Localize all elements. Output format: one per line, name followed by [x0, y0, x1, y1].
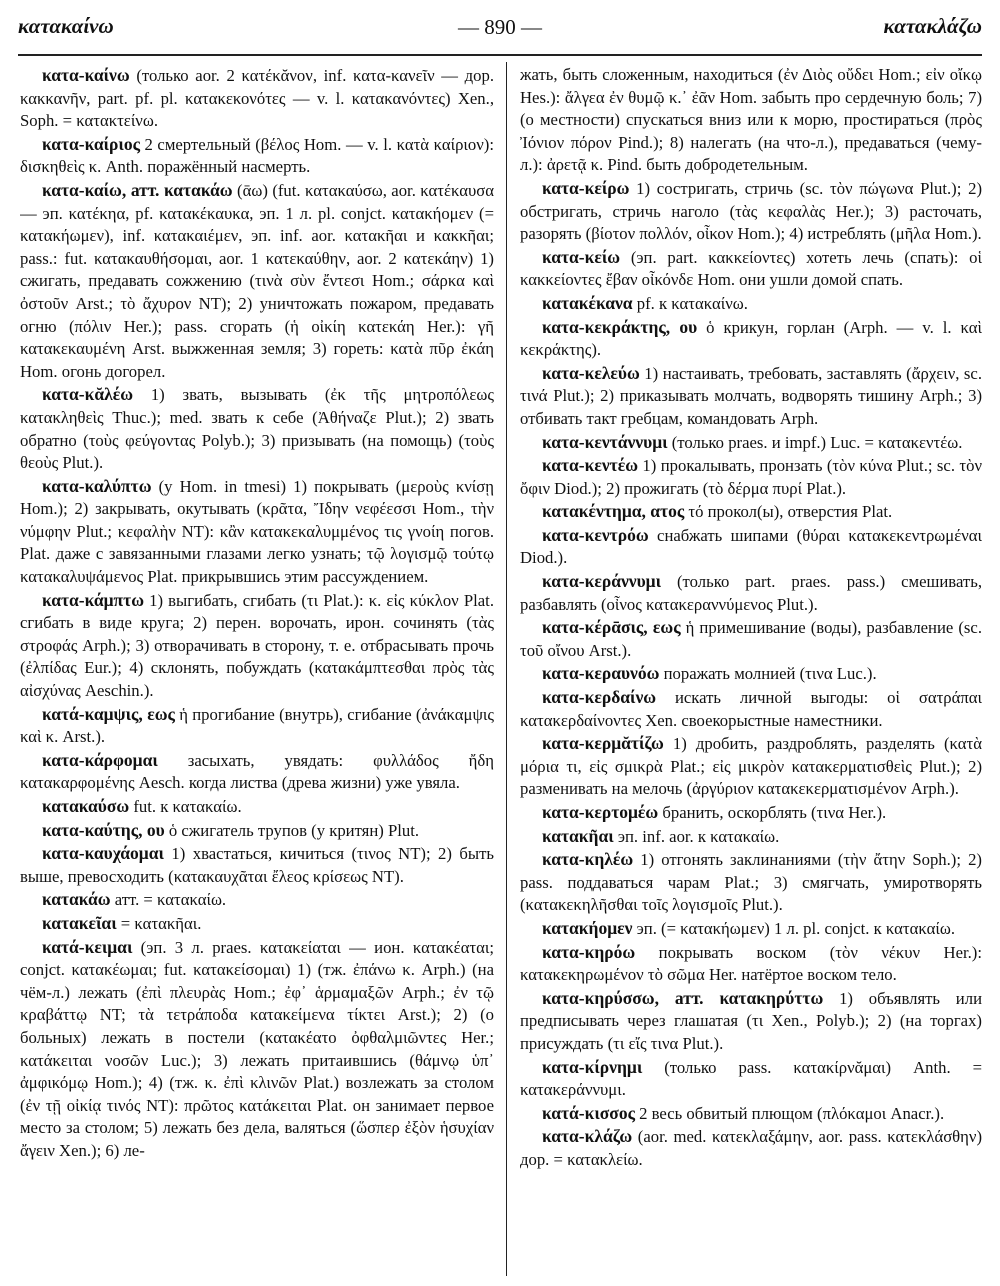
- entry-text: (ᾱω) (fut. κατακαύσω, aor. κατέκαυσα — эп. κατέκηα, pf. κατακέκαυκα, эп. 1 л. pl. conjct. κατακήομεν (= κατακήωμεν), inf. κατακαιέμεν, эп. inf. aor. κατακῆαι и κακκῆαι; pass.: fut. κατακαυθήσομαι, aor. 1 κατεκαύθην, aor. 2 κατεκάην) 1) сжигать, предавать сожжению (τινὰ σὺν ἔντεσι Hom.; σάρκα καὶ ὀστοῦν Arst.; τὸ ἄχυρον NT); 2) уничтожать пожаром, предавать огню (πόλιν Her.); pass. сгорать (ἡ οἰκίη κατεκάη Her.): γῆ κατακεκαυμένη Arst. выжженная земля; 3) гореть: κατὰ πῦρ ἐκάη Hom. огонь догорел.: [20, 180, 494, 381]
- entry-lemma: κατα-κίρνημι: [542, 1056, 643, 1077]
- entry-text: 1) настаивать, требовать, заставлять (ἄρχειν, sc. τινά Plut.); 2) приказывать молчать, водворять тишину Arph.; 3) отбивать такт гребцам, командовать Arph.: [520, 363, 982, 428]
- entry-text: снабжать шипами (θύραι κατακεκεντρωμέναι Diod.).: [520, 525, 982, 568]
- dictionary-entry: [20, 589, 494, 703]
- entry-lemma: κατα-κεντέω: [542, 455, 638, 476]
- column-divider: [506, 62, 507, 1276]
- entry-lemma: κατα-καίριος: [42, 133, 140, 154]
- dictionary-entry: [520, 732, 982, 801]
- entry-text: жать, быть сложенным, находиться (ἐν Διὸς οὔδει Hom.; εἰν οἴκῳ Hes.): ἄλγεα ἐν θυμῷ κ.᾽ ἐᾶν Hom. забыть про сердечную боль; 7) (о местности) спускаться вниз или к морю, простираться (πρὸς Ἰόνιον πόρον Pind.); 8) налегать (на что-л.), предаваться (чему-л.): ἀρετᾷ κ. Pind. быть добродетельным.: [520, 65, 982, 175]
- entry-text: = κατακῆαι.: [120, 913, 202, 933]
- entry-text: (эп. 3 л. praes. κατακείαται — ион. κατακέαται; conjct. κατακέωμαι; fut. κατακείσομαι) 1) (тж. ἐπάνω κ. Arph.) (на чём-л.) лежать (ἐπὶ πλευρὰς Hom.; ἐφ᾽ ἁρμαμαξῶν Arph.; ἐν τῷ κραβάττῳ NT; τὰ τετράποδα κατακείμενα τίκτει Arst.); 2) (о больных) лежать в постели (κατακέατο ὀφθαλμιῶντες Her.; κατάκειται νοσῶν Luc.); 3) лежать притаившись (θάμνῳ ὑπ᾽ ἀμφικόμῳ Hom.); 4) (тж. κ. ἐπὶ κλινῶν Plat.) возлежать за столом (ἐν τῇ οἰκίᾳ τινός NT): πρῶτος κατάκειται Plat. он занимает первое место за столом; 5) лежать без дела, валяться (ὥσπερ ἐξὸν ἡσυχίαν ἄγειν Xen.); 6) ле-: [20, 937, 494, 1160]
- entry-lemma: κατά-κειμαι: [42, 936, 133, 957]
- entry-text: (только part. praes. pass.) смешивать, разбавлять (οἶνος κατακεραννύμενος Plut.).: [520, 572, 982, 614]
- entry-text: (только pass. κατακίρνᾰμαι) Anth. = κατακεράννυμι.: [520, 1057, 982, 1100]
- entry-lemma: κατα-κερδαίνω: [542, 687, 657, 708]
- left-column: [20, 64, 494, 1278]
- entry-text: эп. (= κατακήωμεν) 1 л. pl. conjct. к κατακαίω.: [636, 918, 955, 938]
- entry-lemma: κατα-κηρύσσω, атт. κατακηρύττω: [542, 987, 824, 1008]
- entry-text: (aor. med. κατεκλαξάμην, aor. pass. κατεκλάσθην) дор. = κατακλείω.: [520, 1127, 982, 1169]
- entry-text: 2 весь обвитый плющом (πλόκαμοι Anacr.).: [639, 1103, 945, 1123]
- entry-lemma: κατα-κεντρόω: [542, 524, 649, 545]
- dictionary-entry: [520, 454, 982, 500]
- dictionary-entry: [20, 179, 494, 383]
- dictionary-entry: [20, 64, 494, 133]
- entry-text: 1) хвастаться, кичиться (τινος NT); 2) быть выше, превосходить (κατακαυχᾶται ἔλεος κρίσεως NT).: [20, 844, 494, 886]
- entry-lemma: κατά-κισσος: [542, 1102, 635, 1123]
- entry-lemma: κατα-κεράννυμι: [542, 571, 662, 592]
- dictionary-entry: [20, 842, 494, 888]
- entry-lemma: κατακέντημα, ατος: [542, 501, 685, 522]
- entry-text: fut. к κατακαίω.: [133, 797, 242, 816]
- dictionary-entry: [20, 819, 494, 843]
- entry-text: 1) прокалывать, пронзать (τὸν κύνα Plut.; sc. τὸν ὄφιν Diod.); 2) прожигать (τὸ δέρμα πυρί Plat.).: [520, 456, 982, 498]
- dictionary-entry: [520, 686, 982, 732]
- entry-text: 1) объявлять или предписывать через глашатая (τι Xen., Polyb.); 2) (на торгах) присуждать (τι εἴς τινα Plut.).: [520, 988, 982, 1053]
- dictionary-entry: [520, 362, 982, 431]
- entry-text: засыхать, увядать: φυλλάδος ἤδη κατακαρφομένης Aesch. когда листва (древа жизни) уже увяла.: [20, 750, 494, 793]
- dictionary-entry: [20, 936, 494, 1163]
- dictionary-entry: [20, 383, 494, 474]
- dictionary-entry: [520, 987, 982, 1056]
- entry-lemma: κατα-κᾰλέω: [42, 384, 133, 405]
- entry-text: (эп. part. κακκείοντες) хотеть лечь (спать): οἱ κακκείοντες ἔβαν οἶκόνδε Hom. они ушли домой спать.: [520, 247, 982, 290]
- entry-lemma: κατα-καλύπτω: [42, 475, 152, 496]
- entry-lemma: κατα-κερτομέω: [542, 802, 659, 822]
- entry-text: поражать молнией (τινα Luc.).: [663, 664, 877, 684]
- dictionary-entry: [20, 475, 494, 589]
- entry-lemma: κατά-καμψις, εως: [42, 703, 175, 724]
- dictionary-entry: [20, 133, 494, 179]
- entry-lemma: κατακῆαι: [542, 825, 614, 846]
- entry-lemma: κατα-κλάζω: [542, 1126, 633, 1147]
- dictionary-entry: [520, 662, 982, 686]
- dictionary-entry: [20, 703, 494, 749]
- dictionary-entry: [520, 292, 982, 316]
- right-column: [520, 64, 982, 1278]
- dictionary-entry: [520, 431, 982, 455]
- entry-text: бранить, оскорблять (τινα Her.).: [662, 803, 887, 822]
- entry-text: атт. = κατακαίω.: [114, 890, 227, 910]
- entry-lemma: κατα-καυχάομαι: [42, 843, 164, 864]
- header-last-headword: κατακλάζω: [883, 14, 982, 38]
- running-header: [18, 14, 982, 48]
- dictionary-entry: [20, 888, 494, 912]
- dictionary-entry: [520, 524, 982, 570]
- dictionary-entry: [520, 825, 982, 849]
- entry-lemma: κατακήομεν: [542, 917, 633, 938]
- header-first-headword: κατακαίνω: [18, 14, 114, 38]
- entry-lemma: κατα-κάμπτω: [42, 589, 144, 610]
- dictionary-entry: [520, 246, 982, 292]
- dictionary-entry: [520, 917, 982, 941]
- dictionary-entry: [520, 848, 982, 917]
- entry-text: ἡ примешивание (воды), разбавление (sc. τοῦ οἴνου Arst.).: [520, 618, 982, 660]
- dictionary-entry: [520, 177, 982, 246]
- entry-lemma: κατα-κέρᾱσις, εως: [542, 617, 681, 638]
- dictionary-entry: [520, 570, 982, 616]
- entry-lemma: κατα-καύτης, ου: [42, 819, 165, 840]
- entry-lemma: κατα-κηλέω: [542, 849, 634, 870]
- entry-lemma: κατακέκανα: [542, 292, 633, 313]
- entry-text: искать личной выгоды: οἱ σατράπαι κατακερδαίνοντες Xen. своекорыстные наместники.: [520, 688, 982, 730]
- entry-lemma: κατακάω: [42, 889, 111, 910]
- entry-text: 1) отгонять заклинаниями (τὴν ἄτην Soph.); 2) pass. поддаваться чарам Plat.; 3) смягчать, умиротворять (κατακεκηλῆσθαι τοῖς λογισμοῖς Plut.).: [520, 850, 982, 915]
- dictionary-entry: [520, 801, 982, 825]
- entry-text: 1) звать, вызывать (ἐκ τῆς μητροπόλεως κατακληθεὶς Thuc.); med. звать к себе (Ἀθήναζε Plut.); 2) звать обратно (τοὺς φεύγοντας Polyb.); 3) призывать (на помощь) (τοὺς θεοὺς Plut.).: [20, 385, 494, 473]
- entry-text: pf. к κατακαίνω.: [636, 293, 748, 313]
- entry-text: ὁ крикун, горлан (Arph. — v. l. καὶ κεκράκτης).: [520, 317, 982, 360]
- entry-text: 2 смертельный (βέλος Hom. — v. l. κατὰ καίριον): δισκηθεὶς κ. Anth. поражённый насмерть.: [20, 134, 494, 177]
- dictionary-entry: [20, 795, 494, 819]
- dictionary-entry: [520, 316, 982, 362]
- entry-text: (только praes. и impf.) Luc. = κατακεντέω.: [671, 432, 963, 452]
- dictionary-entry-continued: [520, 64, 982, 177]
- dictionary-entry: [520, 1125, 982, 1171]
- entry-text: (только aor. 2 κατέκᾰνον, inf. κατα-κανεῖν — дор. κακκανῆν, part. pf. pl. κατακεκονότες — v. l. κατακανόντες) Xen., Soph. = κατακτείνω.: [20, 66, 494, 131]
- entry-lemma: κατακεῖαι: [42, 912, 117, 933]
- entry-text: 1) выгибать, сгибать (τι Plat.): κ. εἰς κύκλον Plat. сгибать в виде круга; 2) перен. ворочать, ирон. сочинять (τὰς στροφάς Arph.); 3) отворачивать в сторону, т. е. отбрасывать прочь (ἐλπίδας Eur.); 4) склонять, побуждать (κατακάμπτεσθαι πρὸς τὰς αἰσχύνας Aeschin.).: [20, 590, 494, 701]
- entry-lemma: κατα-κείω: [542, 246, 621, 267]
- dictionary-entry: [520, 1056, 982, 1102]
- dictionary-entry: [520, 616, 982, 662]
- entry-lemma: κατα-κείρω: [542, 177, 630, 198]
- entry-text: 1) дробить, раздроблять, разделять (κατὰ μόρια τι, εἰς σμικρὰ Plat.; εἰς μικρὸν κατακερματισθεὶς Plut.); 2) разменивать на мелочь (ἀργύριον κατακεκερματισμένον Arph.).: [520, 734, 982, 799]
- dictionary-entry: [520, 1102, 982, 1126]
- dictionary-entry: [20, 912, 494, 936]
- entry-lemma: κατα-κεραυνόω: [542, 663, 660, 684]
- dictionary-entry: [520, 941, 982, 987]
- header-rule: [18, 54, 982, 56]
- entry-lemma: κατα-κηρόω: [542, 941, 636, 962]
- dictionary-entry: [520, 500, 982, 524]
- entry-text: (у Hom. in tmesi) 1) покрывать (μεροὺς κνίσῃ Hom.); 2) закрывать, окутывать (κρᾶτα, Ἴδην νεφέεσσι Hom., τὴν νύμφην Plut.; κεφαλὴν NT): κἂν κατακεκαλυμμένος τις γνοίη погов. Plat. даже с завязанными глазами легко узнать; τῷ λογισμῷ τούτῳ κατακαλυψάμενος Plat. прикрывшись этим рассуждением.: [20, 476, 494, 587]
- entry-text: 1) состригать, стричь (sc. τὸν πώγωνα Plut.); 2) обстригать, стричь наголо (τὰς κεφαλὰς Her.); 3) расточать, разорять (βίοτον πολλόν, οἶκον Hom.); 4) истреблять (μῆλα Hom.).: [520, 178, 982, 244]
- entry-text: эп. inf. aor. к κατακαίω.: [617, 826, 780, 846]
- entry-text: ἡ прогибание (внутрь), сгибание (ἀνάκαμψις καὶ κ. Arst.).: [20, 704, 494, 747]
- dictionary-entry: [20, 749, 494, 795]
- entry-lemma: κατα-κεκράκτης, ου: [542, 316, 698, 337]
- entry-lemma: κατα-κεντάννυμι: [542, 431, 668, 452]
- entry-lemma: κατα-καίω, атт. κατακάω: [42, 179, 233, 200]
- entry-lemma: κατακαύσω: [42, 796, 130, 816]
- page-number: — 890 —: [458, 15, 542, 39]
- entry-text: покрывать воском (τὸν νέκυν Her.): κατακεκηρωμένον τὸ σῶμα Her. натёртое воском тело.: [520, 942, 982, 985]
- entry-lemma: κατα-κάρφομαι: [42, 749, 158, 770]
- entry-lemma: κατα-καίνω: [42, 65, 130, 85]
- entry-text: τό прокол(ы), отверстия Plat.: [688, 502, 893, 522]
- entry-lemma: κατα-κελεύω: [542, 362, 640, 383]
- entry-lemma: κατα-κερμᾰτίζω: [542, 733, 664, 754]
- entry-text: ὁ сжигатель трупов (у критян) Plut.: [168, 820, 420, 840]
